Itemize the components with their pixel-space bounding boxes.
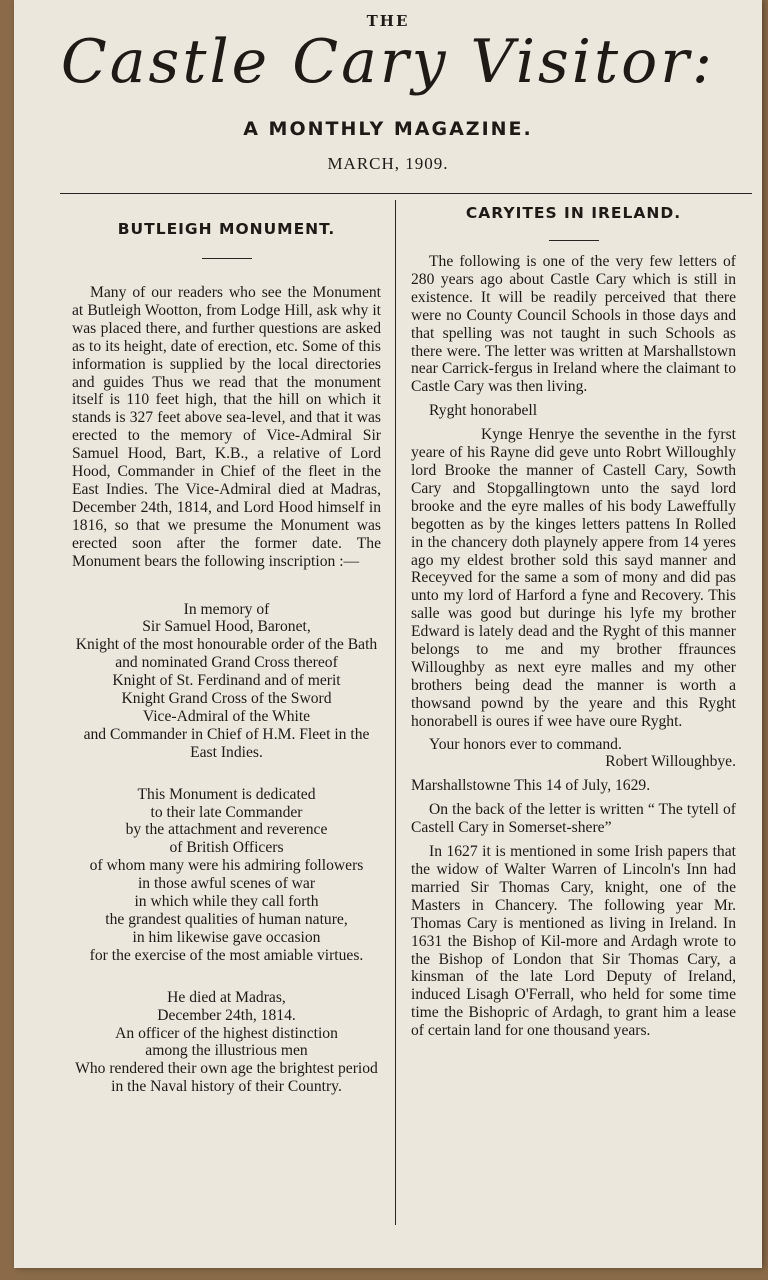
magazine-page [14, 0, 762, 1268]
inscription-line: and Commander in Chief of H.M. Fleet in the East Indies. [83, 725, 370, 761]
inscription-line: Knight of St. Ferdinand and of merit [112, 672, 341, 690]
inscription-line: Who rendered their own age the brightest period [75, 1060, 378, 1078]
inscription-line: to their late Commander [150, 803, 303, 821]
inscription-line: in him likewise gave occasion [132, 928, 321, 946]
masthead-divider [60, 193, 752, 194]
inscription-line: Knight of the most honourable order of the Bath [75, 636, 378, 654]
inscription-line: This Monument is dedicated [137, 785, 316, 803]
caryites-history: In 1627 it is mentioned in some Irish papers that the widow of Walter Warren of Lincoln's Inn had married Sir Thomas Cary, knight, one of the Masters in Chancery. The following year Mr. Thomas Cary is mentioned as living in Ireland. In 1631 the Bishop of Kil-more and Ardagh wrote to the Bishop of London that Sir Thomas Cary, a kinsman of the late Lord Deputy of Ireland, induced Lisagh O'Ferrall, who held for some time time the Bishopric of Ardagh, to grant him a lease of certain land for one thousand years. [411, 843, 736, 1040]
inscription-line: of British Officers [169, 839, 284, 857]
right-column [411, 200, 736, 1040]
inscription-line: among the illustrious men [145, 1042, 308, 1060]
inscription-part-2 [72, 786, 381, 965]
letter-body: Kynge Henrye the seventhe in the fyrst yeare of his Rayne did geve unto Robrt Willoughly lord Brooke the manner of Castell Cary, Sowth Cary and Stopgallingtown unto the sayd lord brooke and the eyre malles of his body Laweffully begotten as by the kinges letters pattens In Rolled in the chancery doth playnely appere from 14 yeres ago my eldest brother sold this sayd manner and Receyved for the same a som of mony and did pas unto my lord of Harford a fyne and Recovery. This salle was good but duringe his lyfe my brother Edward is lately dead and the Ryght of this manner belongs to me and my brother ffraunces Willoughby as next eyre malles and my other brothers being dead the manner is worth a thowsand pownd by the yeare and this Ryght honorabell is oures if wee have oure Ryght. [411, 426, 736, 730]
article-heading-butleigh: BUTLEIGH MONUMENT. [117, 220, 336, 238]
caryites-intro: The following is one of the very few letters of 280 years ago about Castle Cary which is still in existence. It will be readily perceived that there were no County Council Schools in those days and that spelling was not taught in such Schools as there were. The letter was written at Marshallstown near Carrick-fergus in Ireland where the claimant to Castle Cary was then living. [411, 253, 736, 396]
inscription-line: December 24th, 1814. [157, 1006, 296, 1024]
heading-rule [549, 240, 599, 241]
inscription-line: in the Naval history of their Country. [111, 1078, 342, 1096]
masthead-the: THE [366, 12, 410, 30]
letter-dateline: Marshallstowne This 14 of July, 1629. [411, 777, 651, 795]
inscription-line: Sir Samuel Hood, Baronet, [142, 618, 311, 636]
letter-back-note: On the back of the letter is written “ The tytell of Castell Cary in Somerset-shere” [411, 801, 736, 837]
butleigh-intro: Many of our readers who see the Monument at Butleigh Wootton, from Lodge Hill, ask why it was placed there, and further questions are asked as to its height, date of erection, etc. Some of this information is supplied by the local directories and guides Thus we read that the monument itself is 110 feet high, that the hill on which it stands is 327 feet above sea-level, and that it was erected to the memory of Vice-Admiral Sir Samuel Hood, Bart, K.B., a relative of Lord Hood, Commander in Chief of the fleet in the East Indies. The Vice-Admiral died at Madras, December 24th, 1814, and Lord Hood himself in 1816, so that we presume the Monument was erected soon after the former date. The Monument bears the following inscription :— [72, 284, 381, 570]
inscription-part-3 [72, 989, 381, 1096]
left-column [72, 200, 381, 1096]
inscription-line: Vice-Admiral of the White [142, 707, 311, 725]
inscription-line: the grandest qualities of human nature, [105, 911, 348, 928]
letter-signature: Robert Willoughbye. [605, 753, 736, 771]
magazine-subtitle: A MONTHLY MAGAZINE. [243, 118, 533, 140]
column-divider [395, 200, 396, 1225]
inscription-line: In memory of [183, 600, 270, 618]
inscription-line: of whom many were his admiring followers [89, 857, 364, 875]
inscription-line: and nominated Grand Cross thereof [115, 654, 338, 672]
inscription-line: in which while they call forth [134, 893, 319, 911]
magazine-title: Castle Cary Visitor: [60, 27, 716, 97]
inscription-line: for the exercise of the most amiable virtues. [89, 946, 364, 964]
heading-rule [202, 258, 252, 259]
inscription-line: in those awful scenes of war [137, 875, 316, 893]
inscription-part-1 [72, 601, 381, 762]
issue-date: MARCH, 1909. [327, 154, 449, 173]
inscription-line: An officer of the highest distinction [115, 1024, 338, 1042]
inscription-line: He died at Madras, [167, 988, 286, 1006]
inscription-line: Knight Grand Cross of the Sword [121, 690, 332, 708]
inscription-line: by the attachment and reverence [125, 821, 328, 839]
article-heading-caryites: CARYITES IN IRELAND. [465, 204, 682, 222]
letter-closing: Your honors ever to command. [429, 735, 622, 753]
letter-salutation: Ryght honorabell [429, 402, 538, 420]
